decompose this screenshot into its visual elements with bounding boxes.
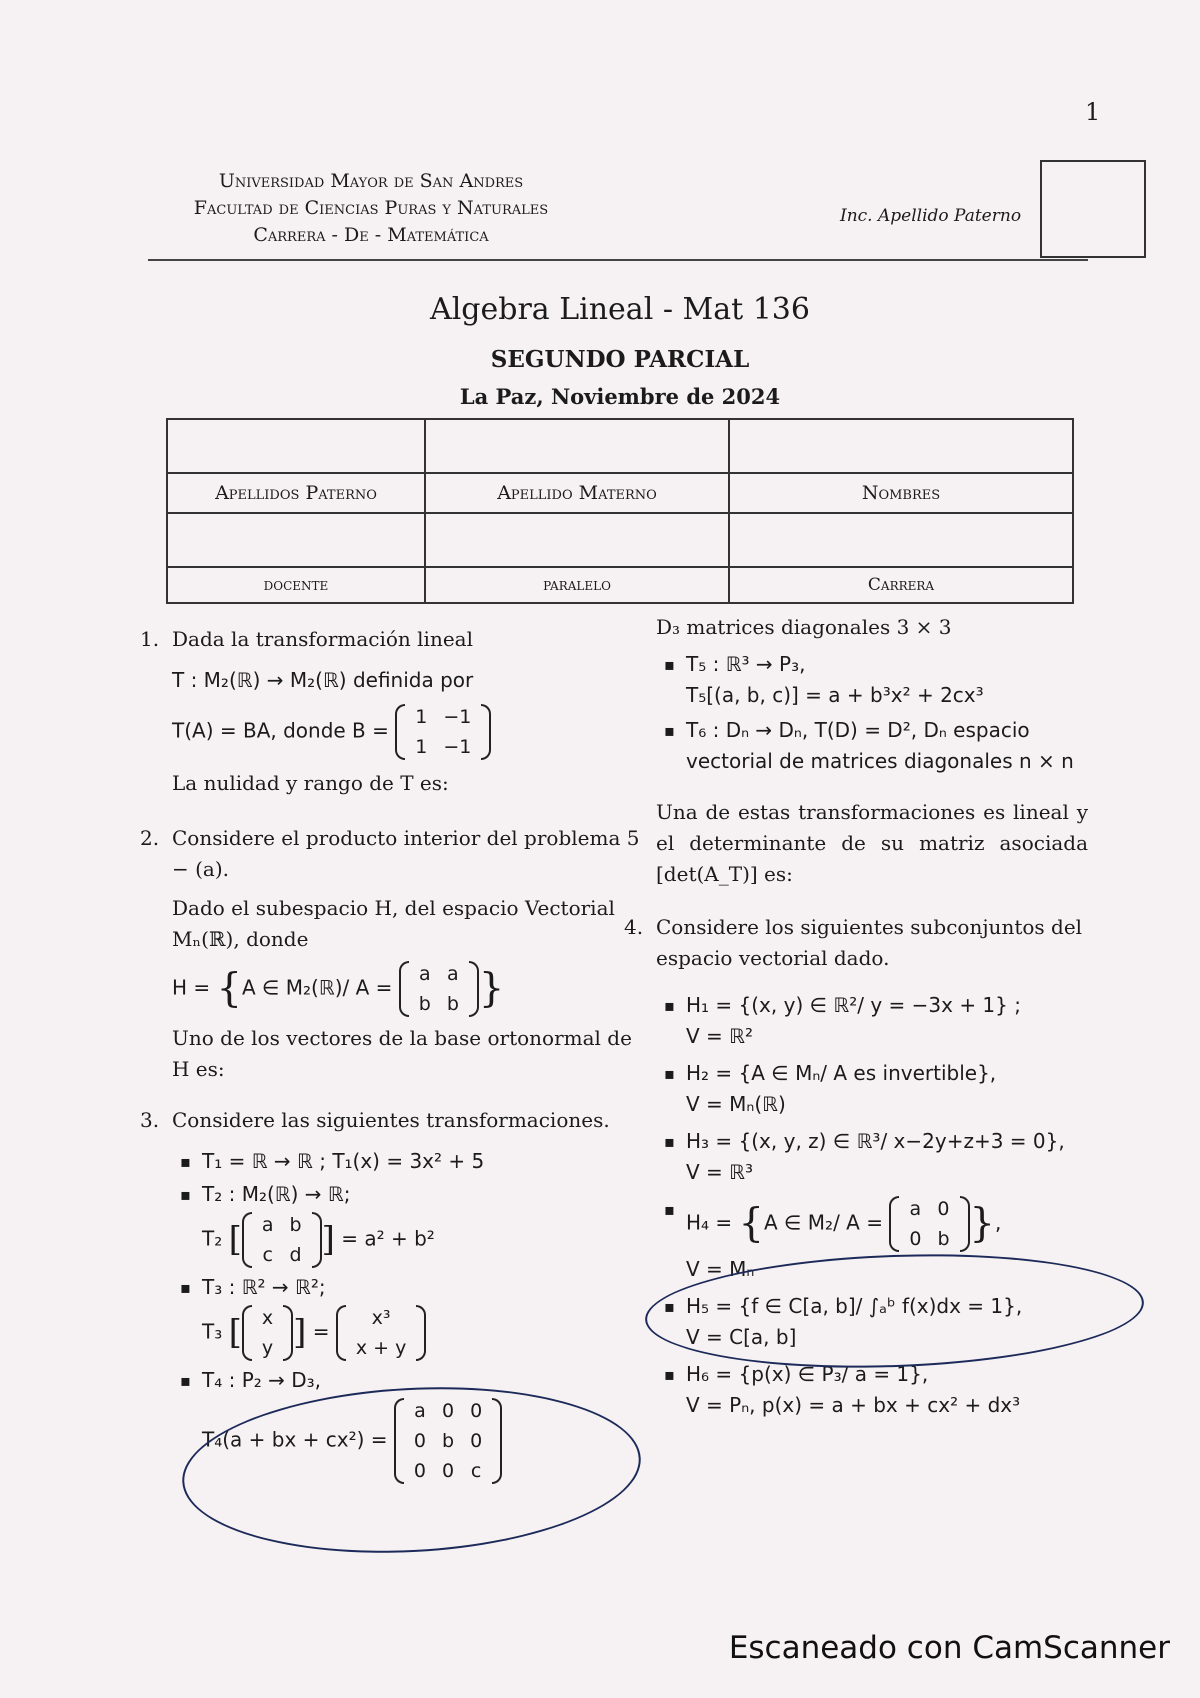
blank-cell[interactable]	[729, 513, 1073, 567]
faculty-line: Facultad de Ciencias Puras y Naturales	[193, 197, 549, 219]
matrix-cell: 0	[470, 1400, 483, 1422]
right-brace-icon: }	[969, 1200, 995, 1247]
matrix-cell: x	[261, 1307, 274, 1329]
q2-text: Dado el subespacio H, del espacio Vectorial Mₙ(ℝ), donde	[172, 896, 615, 951]
career-line: Carrera - De - Matemática	[253, 224, 489, 246]
label-apellido-materno: Apellido Materno	[425, 473, 729, 513]
course-title: Algebra Lineal - Mat 136	[430, 292, 810, 327]
matrix-cell: x³	[371, 1307, 391, 1329]
exam-title: SEGUNDO PARCIAL	[490, 346, 750, 373]
question-2	[140, 823, 642, 1085]
t4-def: ▪ T₄ : P₂ → D₃,	[202, 1368, 322, 1392]
t6-item: ▪ T₆ : Dₙ → Dₙ, T(D) = D², Dₙ espacio vectorial de matrices diagonales n × n	[656, 715, 1088, 777]
matrix-cell: b	[442, 1430, 455, 1452]
matrix-cell: b	[446, 993, 459, 1015]
matrix-cell: y	[261, 1337, 274, 1359]
t2-eq	[202, 1210, 642, 1270]
t5-eq: T₅[(a, b, c)] = a + b³x² + 2cx³	[686, 683, 984, 707]
matrix-cell: −1	[443, 736, 472, 758]
page-number: 1	[1085, 98, 1101, 126]
h3-item	[656, 1126, 1088, 1188]
t3-item	[172, 1272, 642, 1363]
t3-eq: T₃ [ x y ] = x³ x + y	[202, 1303, 642, 1363]
right-brace-icon: }	[478, 965, 505, 1012]
h4-set: ▪ H₄ = {A ∈ M₂/ A = a 0 0 b },	[686, 1194, 1088, 1254]
question-number: 2.	[140, 826, 160, 850]
label-nombres: Nombres	[729, 473, 1073, 513]
q4-intro: Considere los siguientes subconjuntos del espacio vectorial dado.	[656, 915, 1083, 970]
university-line: Universidad Mayor de San Andres	[218, 170, 524, 192]
blank-cell[interactable]	[167, 513, 425, 567]
question-1	[140, 624, 642, 799]
matrix-cell: a	[418, 963, 431, 985]
label-paralelo: paralelo	[425, 567, 729, 603]
matrix-H4	[889, 1194, 969, 1254]
matrix-cell: 1	[415, 706, 428, 728]
matrix-cell: b	[418, 993, 431, 1015]
label-docente: docente	[167, 567, 425, 603]
h1-set: ▪ H₁ = {(x, y) ∈ ℝ²/ y = −3x + 1} ;	[686, 993, 1021, 1017]
blank-cell[interactable]	[425, 419, 729, 473]
matrix-cell: c	[470, 1460, 482, 1482]
matrix-cell: 0	[470, 1430, 483, 1452]
left-brace-icon: {	[216, 965, 242, 1012]
q3-intro: Considere las siguientes transformaciones.	[172, 1108, 610, 1132]
t2-result: = a² + b²	[341, 1226, 435, 1251]
matrix-B	[395, 702, 491, 762]
q2-set-mid: A ∈ M₂(ℝ)/ A =	[241, 975, 393, 1000]
q1-question: La nulidad y rango de T es:	[172, 771, 449, 795]
h1-item	[656, 990, 1088, 1052]
q1-eq-text: T(A) = BA, donde B =	[172, 718, 389, 743]
matrix-cell: a	[414, 1400, 426, 1422]
matrix-cell: 0	[442, 1400, 455, 1422]
h4-label: H₄ =	[686, 1210, 733, 1235]
matrix-cell: 1	[415, 736, 428, 758]
h5-space: V = C[a, b]	[686, 1325, 797, 1349]
matrix-T3-in	[242, 1303, 293, 1363]
matrix-cell: a	[447, 963, 459, 985]
right-bracket-icon: ]	[293, 1312, 307, 1353]
header-divider	[148, 259, 1088, 261]
q1-intro: Dada la transformación lineal	[172, 627, 473, 651]
t2-item	[172, 1179, 642, 1270]
grade-box	[1040, 160, 1146, 258]
h1-space: V = ℝ²	[686, 1024, 754, 1048]
matrix-cell: 0	[413, 1430, 426, 1452]
h2-space: V = Mₙ(ℝ)	[686, 1092, 786, 1116]
left-bracket-icon: [	[228, 1312, 242, 1353]
question-number: 1.	[140, 627, 160, 651]
matrix-T2	[242, 1210, 322, 1270]
h2-item	[656, 1058, 1088, 1120]
t1-item: ▪ T₁ = ℝ → ℝ ; T₁(x) = 3x² + 5	[172, 1146, 642, 1177]
matrix-cell: 0	[413, 1460, 426, 1482]
matrix-cell: 0	[442, 1460, 455, 1482]
matrix-cell: 0	[909, 1228, 922, 1250]
h5-set: ▪ H₅ = {f ∈ C[a, b]/ ∫ₐᵇ f(x)dx = 1},	[686, 1294, 1023, 1318]
h2-set: ▪ H₂ = {A ∈ Mₙ/ A es invertible},	[686, 1061, 997, 1085]
matrix-cell: 0	[937, 1198, 950, 1220]
q1-equation	[172, 702, 642, 762]
q3-question: Una de estas transformaciones es lineal y el determinante de su matriz asociada [det(A_T)] es:	[656, 800, 1088, 886]
question-number: 4.	[624, 915, 644, 939]
blank-cell[interactable]	[425, 513, 729, 567]
matrix-cell: −1	[443, 706, 472, 728]
student-info-form	[166, 418, 1074, 604]
matrix-cell: b	[289, 1214, 302, 1236]
q1-definition: T : M₂(ℝ) → M₂(ℝ) definida por	[172, 668, 474, 692]
matrix-T3-out	[336, 1303, 427, 1363]
blank-cell[interactable]	[729, 419, 1073, 473]
q2-intro: Considere el producto interior del problema 5 − (a).	[172, 826, 640, 881]
t2-label: T₂	[202, 1226, 223, 1251]
inc-label: Inc. Apellido Paterno	[840, 206, 1022, 226]
t5-def: ▪ T₅ : ℝ³ → P₃,	[686, 652, 806, 676]
t5-item	[656, 649, 1088, 711]
matrix-cell: a	[909, 1198, 922, 1220]
right-bracket-icon: ]	[321, 1219, 335, 1260]
h6-space: V = Pₙ, p(x) = a + bx + cx² + dx³	[686, 1393, 1021, 1417]
left-bracket-icon: [	[228, 1219, 242, 1260]
t3-def: ▪ T₃ : ℝ² → ℝ²;	[202, 1275, 326, 1299]
q2-set	[172, 959, 642, 1019]
t3-label: T₃	[202, 1319, 223, 1344]
q2-set-left: H =	[172, 975, 217, 1000]
matrix-H	[399, 959, 479, 1019]
h6-item	[656, 1359, 1088, 1421]
h4-mid: A ∈ M₂/ A =	[763, 1210, 883, 1235]
matrix-cell: d	[289, 1244, 302, 1266]
left-column	[140, 612, 642, 1488]
label-apellido-paterno: Apellidos Paterno	[167, 473, 425, 513]
left-brace-icon: {	[738, 1200, 764, 1247]
t2-def: ▪ T₂ : M₂(ℝ) → ℝ;	[202, 1182, 351, 1206]
h6-set: ▪ H₆ = {p(x) ∈ P₃/ a = 1},	[686, 1362, 929, 1386]
h3-space: V = ℝ³	[686, 1160, 754, 1184]
university-header	[186, 168, 556, 249]
t4-label: T₄(a + bx + cx²) =	[202, 1427, 388, 1452]
label-carrera: Carrera	[729, 567, 1073, 603]
h4-space: V = Mₙ	[686, 1257, 755, 1281]
matrix-cell: a	[261, 1214, 274, 1236]
t4-note: D₃ matrices diagonales 3 × 3	[656, 615, 952, 639]
q2-question: Uno de los vectores de la base ortonormal de H es:	[172, 1026, 632, 1081]
matrix-cell: b	[937, 1228, 950, 1250]
blank-cell[interactable]	[167, 419, 425, 473]
question-number: 3.	[140, 1108, 160, 1132]
exam-date: La Paz, Noviembre de 2024	[459, 384, 781, 409]
matrix-cell: x + y	[355, 1337, 407, 1359]
h3-set: ▪ H₃ = {(x, y, z) ∈ ℝ³/ x−2y+z+3 = 0},	[686, 1129, 1065, 1153]
matrix-cell: c	[262, 1244, 273, 1266]
camscanner-watermark: Escaneado con CamScanner	[728, 1630, 1170, 1666]
